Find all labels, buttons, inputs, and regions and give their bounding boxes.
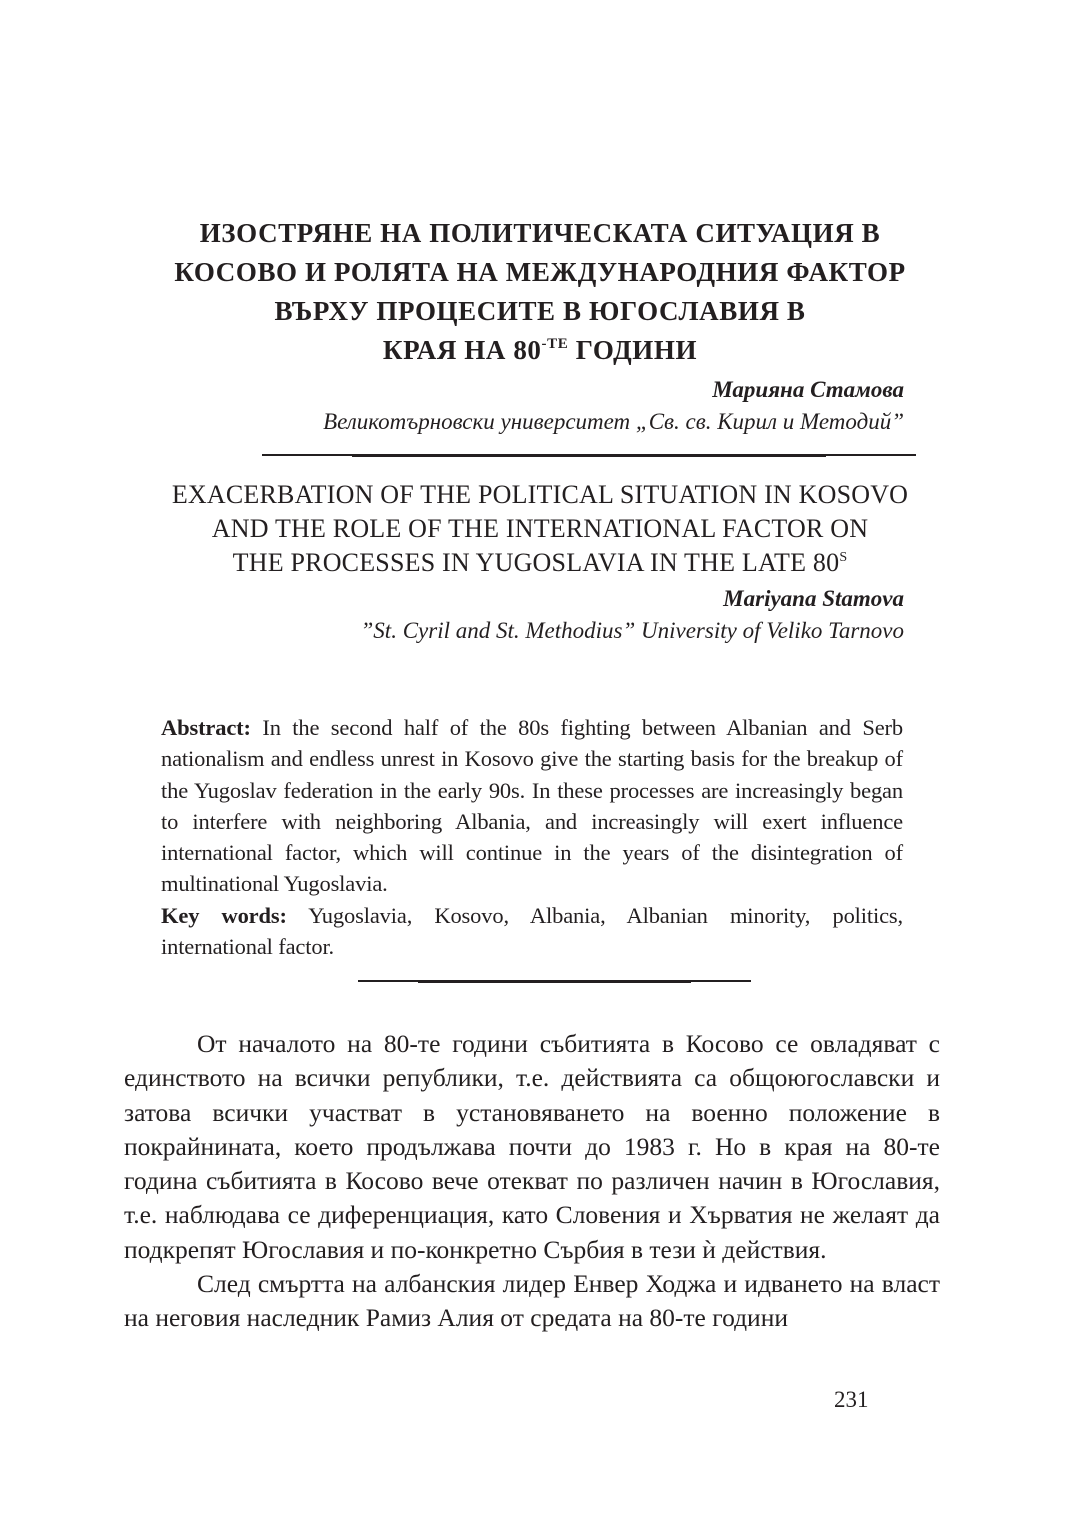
title-en-line: AND THE ROLE OF THE INTERNATIONAL FACTOR ON xyxy=(211,514,869,543)
title-en-line xyxy=(100,546,980,580)
abstract-paragraph xyxy=(161,712,903,900)
title-bg-line xyxy=(120,331,960,370)
body-paragraph: От началото на 80-те години събитията в Косово се овладяват с единството на всички републики, т.е. действията са общоюгославски и затова всички участват в установяването на военно положение в покрайнината, което продължава почти до 1983 г. Но в края на 80-те година събитията в Косово вече отекват по различен начин в Югославия, т.е. наблюдава се диференциация, като Словения и Хърватия не желаят да подкрепят Югославия и по-конкретно Сърбия в тези ѝ действия. xyxy=(124,1029,940,1264)
title-bg-last-suffix: ГОДИНИ xyxy=(568,335,698,365)
page-number: 231 xyxy=(834,1387,869,1412)
separator-rule-bottom xyxy=(358,980,751,982)
body-paragraph: След смъртта на албанския лидер Енвер Ходжа и идването на власт на неговия наследник Рамиз Алия от средата на 80-те години xyxy=(124,1269,940,1333)
title-bulgarian xyxy=(120,214,960,370)
separator-rule-top xyxy=(262,454,916,456)
title-en-superscript: S xyxy=(839,550,848,565)
title-en-last-prefix: THE PROCESSES IN YUGOSLAVIA IN THE LATE 80 xyxy=(232,548,840,577)
abstract-block xyxy=(161,712,903,962)
title-bg-last-prefix: КРАЯ НА 80 xyxy=(382,335,542,365)
abstract-text: In the second half of the 80s fighting between Albanian and Serb nationalism and endless unrest in Kosovo give the starting basis for the breakup of the Yugoslav federation in the early 90s. In these processes are increasingly began to interfere with neighboring Albania, and increasingly will exert influence international factor, which will continue in the years of the disintegration of multinational Yugoslavia. xyxy=(161,715,903,897)
keywords-label: Key words: xyxy=(161,902,287,928)
keywords-paragraph xyxy=(161,900,903,963)
body-text xyxy=(124,1027,940,1336)
title-bg-line: ВЪРХУ ПРОЦЕСИТЕ В ЮГОСЛАВИЯ В xyxy=(274,296,806,326)
title-bg-line: КОСОВО И РОЛЯТА НА МЕЖДУНАРОДНИЯ ФАКТОР xyxy=(174,257,906,287)
title-bg-line: ИЗОСТРЯНЕ НА ПОЛИТИЧЕСКАТА СИТУАЦИЯ В xyxy=(199,218,881,248)
keywords-text: Yugoslavia, Kosovo, Albania, Albanian minority, politics, international factor. xyxy=(161,902,903,960)
title-english xyxy=(100,478,980,580)
title-bg-superscript: -ТЕ xyxy=(541,336,569,352)
abstract-label: Abstract: xyxy=(161,715,251,740)
affiliation-english: ”St. Cyril and St. Methodius” University of Veliko Tarnovo xyxy=(360,618,904,643)
title-en-line: EXACERBATION OF THE POLITICAL SITUATION IN KOSOVO xyxy=(171,480,909,509)
author-name-bulgarian: Марияна Стамова xyxy=(712,377,904,402)
affiliation-bulgarian: Великотърновски университет „Св. св. Кирил и Методий” xyxy=(323,409,904,434)
author-name-english: Mariyana Stamova xyxy=(723,586,904,611)
